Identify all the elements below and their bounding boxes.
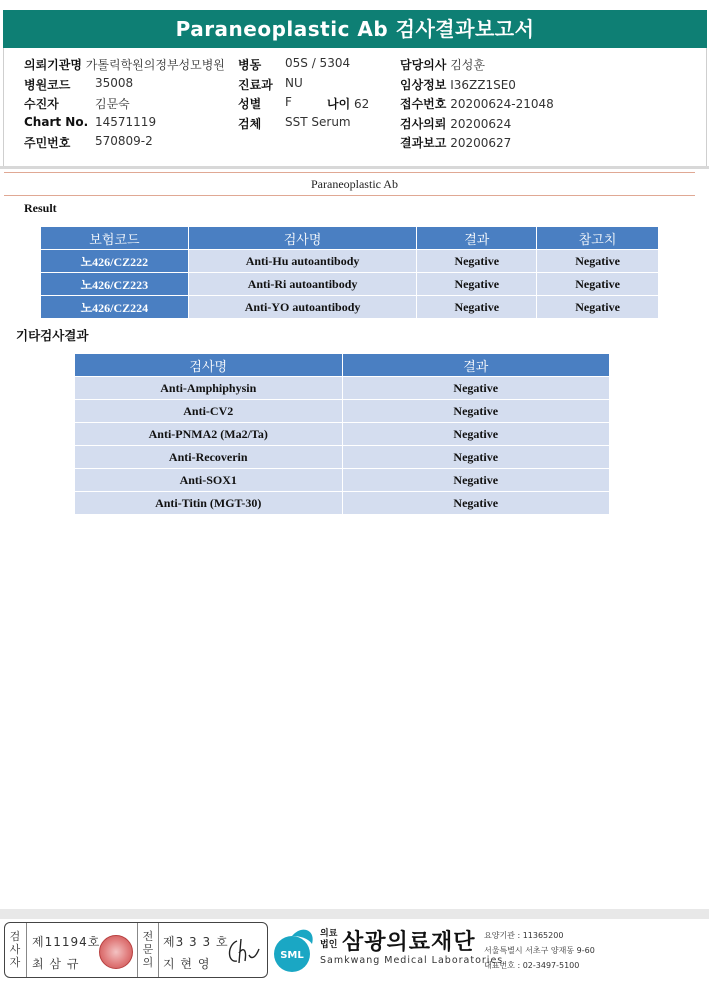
report-date-label: 결과보고 — [400, 136, 447, 150]
header-result: 결과 — [342, 354, 609, 377]
report-date-value: 20200627 — [450, 136, 512, 150]
hospital-code-field — [24, 76, 70, 93]
patient-value-field — [95, 95, 130, 112]
table-row — [75, 492, 610, 515]
chart-no-value: 14571119 — [95, 115, 157, 129]
age-label: 나이 — [327, 97, 351, 111]
table-row — [75, 423, 610, 446]
doctor-field — [400, 56, 485, 73]
org-english-name: Samkwang Medical Laboratories — [320, 955, 504, 966]
section-rule-bottom — [4, 195, 695, 196]
sex-value: F — [285, 95, 292, 109]
org-phone: 대표번호 : 02-3497-5100 — [484, 961, 580, 970]
age-value: 62 — [354, 97, 370, 111]
insurance-code: 노426/CZ223 — [41, 273, 189, 296]
test-name: Anti-SOX1 — [75, 469, 343, 492]
header-insurance-code: 보험코드 — [41, 227, 189, 250]
doctor-label: 담당의사 — [400, 58, 447, 72]
test-result: Negative — [342, 446, 609, 469]
requester-label: 의뢰기관명 — [24, 58, 82, 72]
receipt-no-label: 접수번호 — [400, 97, 447, 111]
chart-no-field — [24, 115, 88, 129]
hospital-code-value: 35008 — [95, 76, 134, 90]
test-name: Anti-Amphiphysin — [75, 377, 343, 400]
test-result: Negative — [342, 400, 609, 423]
specimen-value-field — [285, 115, 351, 129]
reference-value: Negative — [537, 273, 659, 296]
ward-label: 병동 — [238, 58, 262, 72]
receipt-no-value: 20200624-21048 — [450, 97, 554, 111]
test-result: Negative — [417, 296, 537, 319]
report-title: Paraneoplastic Ab 검사결과보고서 — [3, 10, 707, 48]
patient-field — [24, 95, 59, 112]
patient-label: 수진자 — [24, 97, 59, 111]
header-test-name: 검사명 — [75, 354, 343, 377]
footer-divider — [0, 909, 709, 919]
table-row — [41, 296, 659, 319]
org-code: 요양기관 : 11365200 — [484, 931, 564, 940]
table-row — [75, 469, 610, 492]
examiner-number: 제11194호 — [32, 935, 101, 949]
specimen-label: 검체 — [238, 117, 262, 131]
org-tag: 의료 법인 — [320, 929, 338, 950]
sig-divider — [26, 923, 27, 977]
ward-field — [238, 56, 261, 73]
resident-no-field — [24, 134, 70, 151]
examiner-name: 최 삼 규 — [32, 957, 80, 971]
table-row — [75, 400, 610, 423]
test-name: Anti-CV2 — [75, 400, 343, 423]
requester-value: 가톨릭학원의정부성모병원 — [85, 58, 225, 72]
section-rule-top — [4, 172, 695, 173]
examiner-seal-icon — [99, 935, 133, 969]
age-field — [327, 95, 369, 112]
department-field — [238, 76, 273, 93]
test-name: Anti-Ri autoantibody — [188, 273, 417, 296]
test-result: Negative — [342, 492, 609, 515]
department-label: 진료과 — [238, 78, 273, 92]
signature-box — [4, 922, 268, 978]
ward-value: 05S / 5304 — [285, 56, 351, 70]
specimen-field — [238, 115, 261, 132]
org-address: 서울특별시 서초구 양재동 9-60 — [484, 946, 595, 955]
sex-label: 성별 — [238, 97, 262, 111]
test-result: Negative — [342, 423, 609, 446]
sex-field — [238, 95, 261, 112]
header-result: 결과 — [417, 227, 537, 250]
test-name: Anti-PNMA2 (Ma2/Ta) — [75, 423, 343, 446]
requester-field — [24, 56, 225, 73]
org-name: 삼광의료재단 — [342, 930, 476, 955]
test-result: Negative — [417, 273, 537, 296]
reference-value: Negative — [537, 250, 659, 273]
resident-no-value: 570809-2 — [95, 134, 153, 148]
other-result-table — [74, 353, 610, 515]
request-date-label: 검사의뢰 — [400, 117, 447, 131]
chart-no-value-field — [95, 115, 156, 129]
request-date-value: 20200624 — [450, 117, 512, 131]
department-value-field — [285, 76, 303, 90]
specialist-name: 지 현 영 — [163, 957, 211, 971]
main-result-table — [40, 226, 659, 319]
ward-value-field — [285, 56, 350, 70]
resident-no-value-field — [95, 134, 153, 148]
examiner-label: 검사자 — [9, 930, 21, 969]
table-row — [41, 273, 659, 296]
sex-value-field — [285, 95, 292, 109]
header-divider — [0, 166, 709, 169]
clinical-info-label: 임상정보 — [400, 78, 447, 92]
specialist-label: 전문의 — [142, 930, 154, 969]
table-row — [75, 446, 610, 469]
other-table-header — [75, 354, 610, 377]
test-result: Negative — [342, 469, 609, 492]
clinical-info-value: I36ZZ1SE0 — [450, 78, 516, 92]
sml-logo-icon — [272, 924, 318, 976]
test-name: Anti-Recoverin — [75, 446, 343, 469]
other-results-label: 기타검사결과 — [16, 328, 89, 343]
insurance-code: 노426/CZ222 — [41, 250, 189, 273]
test-result: Negative — [417, 250, 537, 273]
section-title: Paraneoplastic Ab — [311, 177, 398, 191]
sig-divider — [137, 923, 138, 977]
hospital-code-label: 병원코드 — [24, 78, 71, 92]
test-result: Negative — [342, 377, 609, 400]
sig-divider — [158, 923, 159, 977]
insurance-code: 노426/CZ224 — [41, 296, 189, 319]
specialist-signature-icon — [223, 935, 263, 969]
header-reference: 참고치 — [537, 227, 659, 250]
header-test-name: 검사명 — [188, 227, 417, 250]
resident-no-label: 주민번호 — [24, 136, 71, 150]
doctor-value: 김성훈 — [450, 58, 485, 72]
patient-value: 김문숙 — [95, 97, 130, 111]
main-table-header — [41, 227, 659, 250]
department-value: NU — [285, 76, 303, 90]
test-name: Anti-YO autoantibody — [188, 296, 417, 319]
clinical-info-field — [400, 76, 516, 93]
table-row — [75, 377, 610, 400]
reference-value: Negative — [537, 296, 659, 319]
chart-no-label: Chart No. — [24, 115, 89, 129]
result-label: Result — [24, 201, 57, 215]
report-date-field — [400, 134, 511, 151]
specimen-value: SST Serum — [285, 115, 351, 129]
hospital-code-value-field — [95, 76, 133, 90]
specialist-number: 제3 3 3 호 — [163, 935, 229, 949]
logo-text: SML — [280, 950, 304, 961]
test-name: Anti-Hu autoantibody — [188, 250, 417, 273]
test-name: Anti-Titin (MGT-30) — [75, 492, 343, 515]
table-row — [41, 250, 659, 273]
request-date-field — [400, 115, 511, 132]
receipt-no-field — [400, 95, 554, 112]
